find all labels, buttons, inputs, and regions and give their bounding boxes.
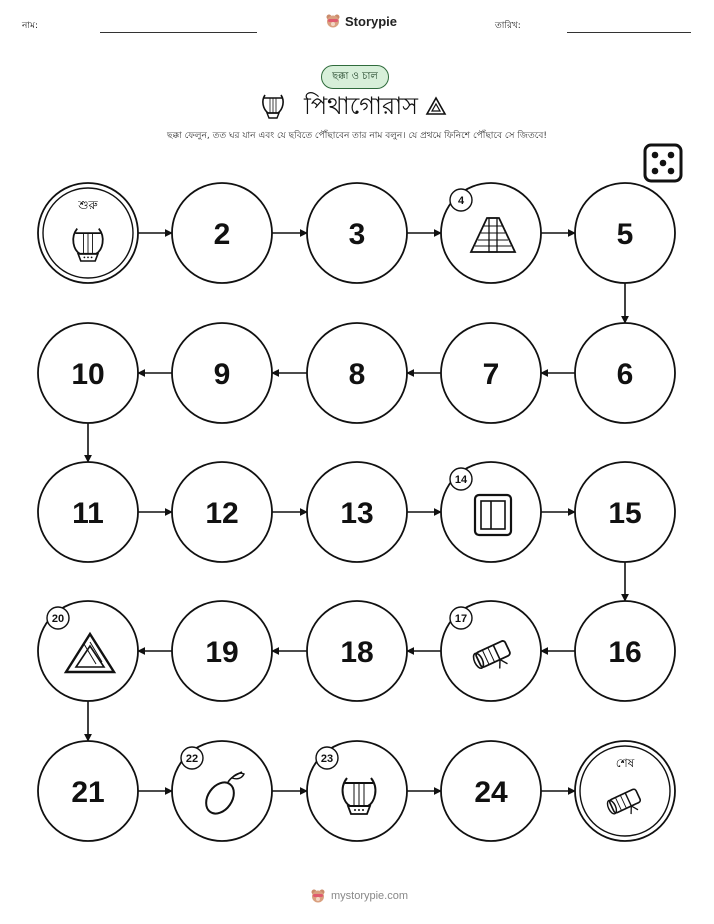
game-type-badge: ছক্কা ও চাল [321,65,389,89]
page-title: পিথাগোরাস [304,92,419,120]
board-cell-3[interactable] [307,183,407,283]
board-cell-22[interactable] [172,741,272,841]
cell-number: 17 [454,613,468,625]
cell-number: 20 [51,613,65,625]
board-cell-11[interactable] [38,462,138,562]
board-cell-25[interactable] [575,741,675,841]
cell-number: 19 [205,636,239,669]
cell-number: 16 [608,636,642,669]
finish-label: শেষ [615,756,635,770]
board-cell-17[interactable] [441,601,541,701]
board-cell-23[interactable] [307,741,407,841]
cell-number: 18 [340,636,374,669]
cell-number: 6 [616,358,634,391]
cell-number: 12 [205,497,239,530]
name-label: নাম: [22,21,39,31]
board-cell-9[interactable] [172,323,272,423]
cell-number: 10 [71,358,105,391]
cell-number: 15 [608,497,642,530]
start-label: শুরু [78,198,98,212]
instructions: ছক্কা ফেলুন, তত ঘর যান এবং যে ছবিতে পৌঁছাবেন তার নাম বলুন। যে প্রথমে ফিনিশে পৌঁছাবে সে জিতবে! [167,131,547,141]
board-cell-18[interactable] [307,601,407,701]
cell-number: 9 [213,358,231,391]
board-cell-13[interactable] [307,462,407,562]
cell-number: 22 [185,753,199,765]
board-cell-5[interactable] [575,183,675,283]
cell-number: 11 [72,497,104,530]
board-cell-19[interactable] [172,601,272,701]
cell-number: 3 [348,218,366,251]
board-cell-8[interactable] [307,323,407,423]
board-cell-12[interactable] [172,462,272,562]
board-cell-20[interactable] [38,601,138,701]
storypie-bear-icon [310,888,326,904]
board-cell-6[interactable] [575,323,675,423]
board-cell-21[interactable] [38,741,138,841]
footer [310,888,408,904]
board-cell-1[interactable] [38,183,138,283]
cell-number: 8 [348,358,366,391]
date-label: তারিখ: [495,21,521,31]
board-cell-10[interactable] [38,323,138,423]
board-cell-7[interactable] [441,323,541,423]
board-cell-24[interactable] [441,741,541,841]
cell-number: 5 [616,218,634,251]
cell-number: 13 [340,497,374,530]
board-cell-14[interactable] [441,462,541,562]
brand-name: Storypie [345,13,398,29]
footer-site: mystorypie.com [331,890,409,902]
board-cell-16[interactable] [575,601,675,701]
board-cell-15[interactable] [575,462,675,562]
cell-number: 21 [71,776,105,809]
cell-number: 2 [213,218,231,251]
board-cell-4[interactable] [441,183,541,283]
cell-number: 7 [482,358,500,391]
cell-number: 23 [320,753,334,765]
board-cell-2[interactable] [172,183,272,283]
cell-number: 14 [454,474,468,486]
cell-number: 4 [457,195,465,207]
cell-number: 24 [474,776,508,809]
